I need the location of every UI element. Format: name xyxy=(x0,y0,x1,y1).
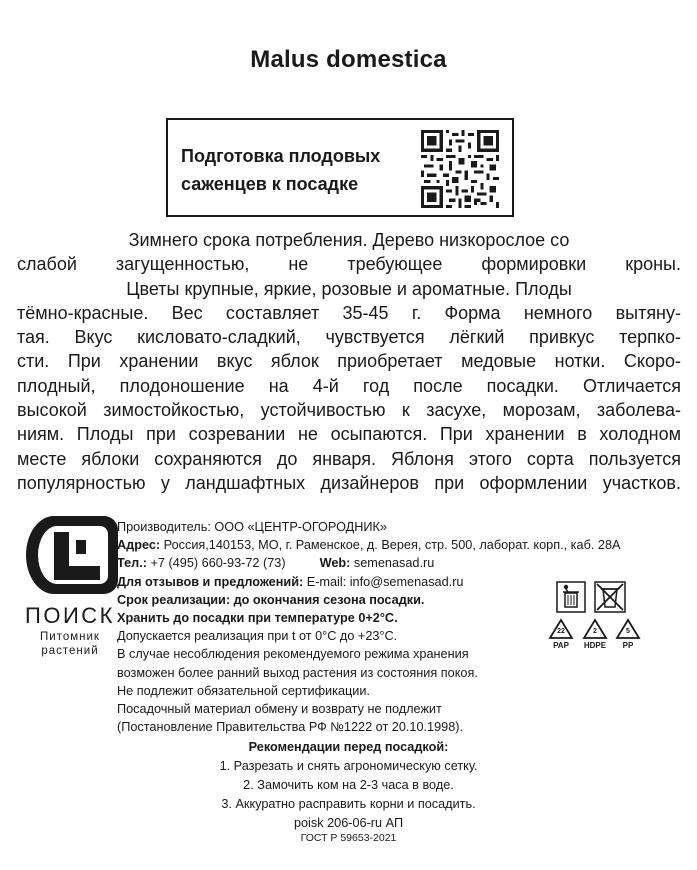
disposal-icons xyxy=(548,578,648,658)
phone-value[interactable]: +7 (495) 660-93-72 (73) xyxy=(146,556,286,571)
recycle-label: PAP xyxy=(553,641,569,650)
description-line: плодный, плодоношение на 4-й год после посадки. Отличается xyxy=(17,375,681,396)
recycle-label: PP xyxy=(622,641,634,650)
description-line: Цветы крупные, яркие, розовые и ароматные. Плоды xyxy=(126,278,572,299)
crossed-bin-icon xyxy=(593,580,627,614)
feedback-label: Для отзывов и предложений: xyxy=(117,574,304,589)
phone-label: Тел.: xyxy=(117,556,147,571)
producer-line: Производитель: ООО «ЦЕНТР-ОГОРОДНИК» xyxy=(117,520,387,534)
recommendations-heading: Рекомендации перед посадкой: xyxy=(248,740,449,754)
return-policy-line: Посадочный материал обмену и возврату не подлежит xyxy=(117,702,442,717)
description-line: ниям. Плоды при созревании не осыпаются. При хранении в холодном xyxy=(17,424,681,445)
description-line: популярностью у ландшафтных дизайнеров при оформлении участков. xyxy=(17,472,681,493)
description-line: тая. Вкус кисловато-сладкий, чувствуется лёгкий привкус терпко- xyxy=(17,327,681,348)
storage-text: Хранить до посадки при температуре 0+2°C. xyxy=(117,611,398,626)
description-line: тёмно-красные. Вес составляет 35-45 г. Форма немного вытяну- xyxy=(17,302,681,323)
logo-name: ПОИСК xyxy=(25,603,115,628)
web-link[interactable]: semenasad.ru xyxy=(350,556,435,571)
recommendation-step: 1. Разрезать и снять агрономическую сетку. xyxy=(219,759,478,773)
recommendation-step: 3. Аккуратно расправить корни и посадить. xyxy=(221,797,476,811)
planting-recommendations xyxy=(0,738,697,848)
qr-code-icon[interactable] xyxy=(421,130,499,208)
description-line: высокой зимостойкостью, устойчивостью к засухе, морозам, заболева- xyxy=(17,400,681,421)
recycle-code: 22 xyxy=(557,628,565,635)
variety-description xyxy=(17,228,681,495)
logo-sub-line2: растений xyxy=(41,645,99,657)
temperature-line: Допускается реализация при t от 0°C до +23°C. xyxy=(117,629,398,644)
description-line: Зимнего срока потребления. Дерево низкорослое со xyxy=(128,230,570,250)
sale-period-text: Срок реализации: до окончания сезона посадки. xyxy=(117,592,425,607)
contacts-line xyxy=(117,554,687,572)
recycle-label: HDPE xyxy=(583,641,607,650)
description-line: месте яблоки сохраняются до января. Яблоня этого сорта пользуется xyxy=(17,448,681,469)
certification-line: Не подлежит обязательной сертификации. xyxy=(117,683,370,698)
product-code: poisk 206-06-ru АП xyxy=(293,816,404,830)
description-line: сти. При хранении вкус яблок приобретает медовые нотки. Скоро- xyxy=(17,351,681,372)
web-label: Web: xyxy=(319,556,351,571)
gost-standard: ГОСТ Р 59653-2021 xyxy=(300,832,397,844)
qr-box-line2: саженцев к посадке xyxy=(181,174,359,194)
poisk-logo-icon xyxy=(24,514,120,596)
recommendation-step: 2. Замочить ком на 2-3 часа в воде. xyxy=(243,778,454,792)
recycle-code: 5 xyxy=(626,628,630,635)
warning-line: В случае несоблюдения рекомендуемого режима хранения xyxy=(117,647,469,662)
qr-box-line1: Подготовка плодовых xyxy=(181,146,381,166)
address-label: Адрес: xyxy=(117,538,161,553)
logo-subtitle xyxy=(20,630,120,658)
warning-line: возможен более ранний выход растения из состояния покоя. xyxy=(117,665,478,680)
description-line: слабой загущенностью, не требующее формировки кроны. xyxy=(17,254,681,275)
return-policy-line: (Постановление Правительства РФ №1222 от 20.10.1998). xyxy=(117,720,464,735)
page-title: Malus domestica xyxy=(250,46,447,73)
address-value: Россия,140153, МО, г. Раменское, д. Верея, стр. 500, лаборат. корп., каб. 28А xyxy=(160,538,621,553)
email-link[interactable]: E-mail: info@semenasad.ru xyxy=(303,574,464,589)
trash-bin-icon xyxy=(556,581,586,613)
qr-box-text xyxy=(181,142,416,198)
logo-sub-line1: Питомник xyxy=(40,631,100,643)
address-line xyxy=(117,536,687,554)
recycle-code: 2 xyxy=(593,628,597,635)
qr-info-box[interactable] xyxy=(166,118,514,217)
